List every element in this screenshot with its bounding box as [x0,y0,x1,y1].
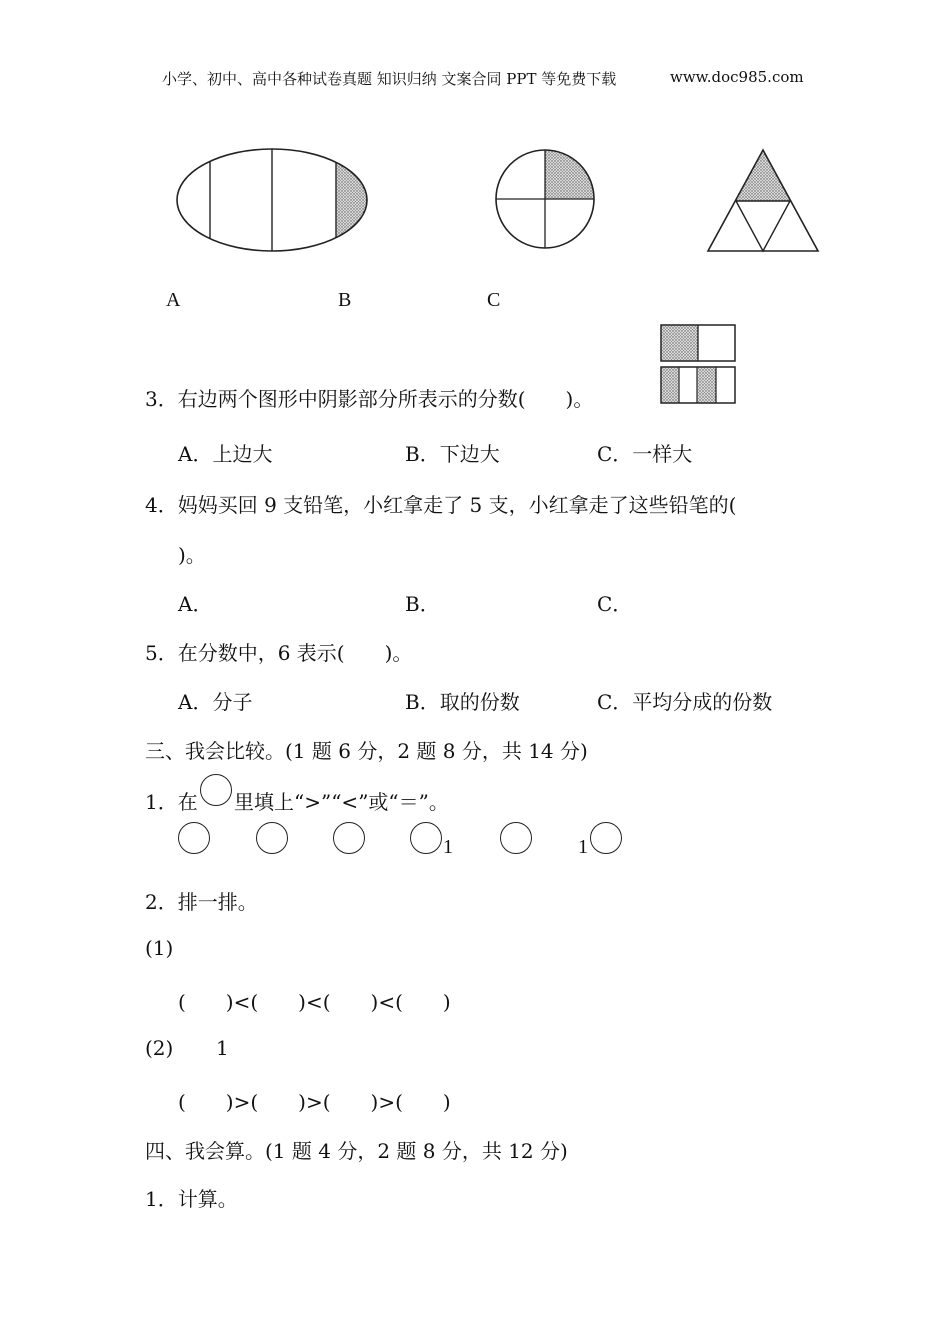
q5-question: 5．在分数中，6 表示( )。 [145,641,413,665]
compare-circle-1[interactable] [178,822,210,854]
compare-circle-2[interactable] [256,822,288,854]
compare-circle-5[interactable] [500,822,532,854]
answer-circle-example [200,774,232,806]
q4-option-a: A． [178,592,213,616]
compare-one-a: 1 [443,836,453,858]
section3-title: 三、我会比较。(1 题 6 分，2 题 8 分，共 14 分) [145,739,588,763]
compare-circle-4[interactable] [410,822,442,854]
q5-option-c: C．平均分成的份数 [597,690,773,714]
s3-q1-suffix: 里填上“>”“<”或“＝”。 [234,790,449,814]
section4-title: 四、我会算。(1 题 4 分，2 题 8 分，共 12 分) [145,1139,568,1163]
figure-rectangles [660,324,738,406]
q4-option-b: B． [405,592,440,616]
compare-circle-6[interactable] [590,822,622,854]
q3-option-a: A．上边大 [178,442,273,466]
figure-label-b: B [338,289,352,311]
s3-part1-label: (1) [145,936,174,960]
s3-q2: 2．排一排。 [145,890,258,914]
q5-option-b: B．取的份数 [405,690,520,714]
figure-triangle [706,148,822,254]
figure-circle [494,148,598,252]
q4-option-c: C． [597,592,633,616]
q4-question-line1: 4．妈妈买回 9 支铅笔，小红拿走了 5 支，小红拿走了这些铅笔的( [145,493,737,517]
header-left: 小学、初中、高中各种试卷真题 知识归纳 文案合同 PPT 等免费下载 [162,70,617,88]
s3-part2-one: 1 [216,1036,229,1060]
compare-one-b: 1 [578,836,588,858]
s3-part2-label: (2) [145,1036,174,1060]
q3-option-c: C．一样大 [597,442,693,466]
q5-option-a: A．分子 [178,690,253,714]
figure-ellipse [170,145,375,255]
s4-q1: 1．计算。 [145,1187,238,1211]
figure-label-c: C [487,289,501,311]
s3-part2-row: ( )>( )>( )>( ) [178,1090,451,1114]
figure-label-a: A [166,289,181,311]
q4-question-line2: )。 [178,543,206,567]
header-url: www.doc985.com [670,68,804,86]
s3-q1-prefix: 1．在 [145,790,198,814]
q3-option-b: B．下边大 [405,442,500,466]
s3-part1-row: ( )<( )<( )<( ) [178,990,451,1014]
q3-question: 3．右边两个图形中阴影部分所表示的分数( )。 [145,387,594,411]
compare-circle-3[interactable] [333,822,365,854]
